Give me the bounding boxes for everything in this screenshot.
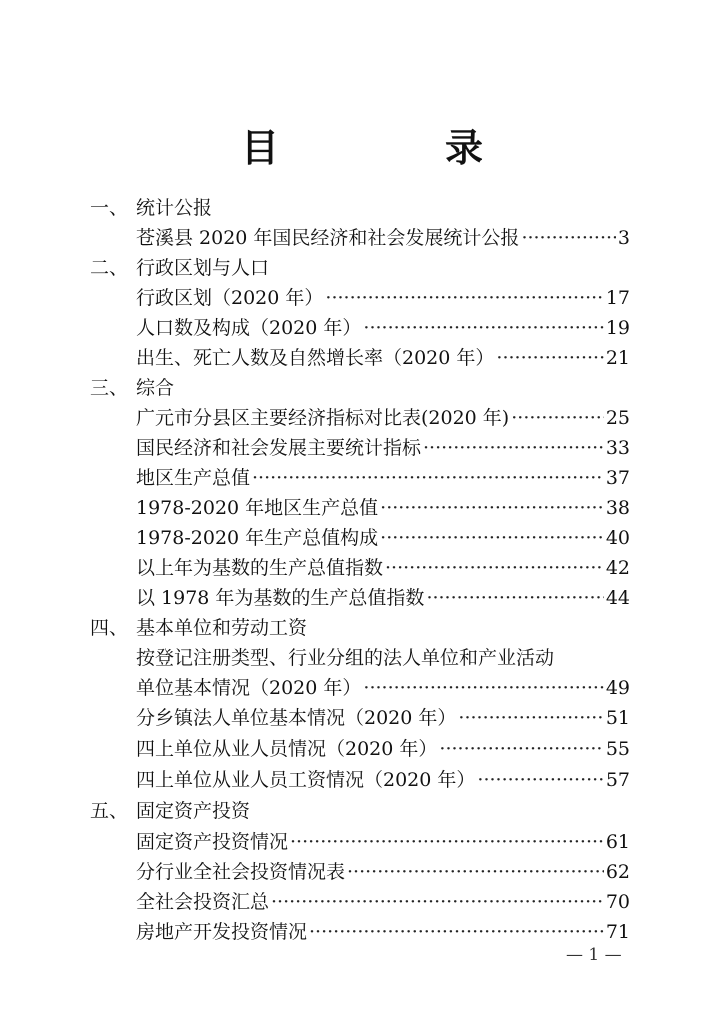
entry-page-number: 62 <box>605 861 630 883</box>
entry-title: 房地产开发投资情况 <box>136 921 308 943</box>
entry-title: 四上单位从业人员情况（2020 年） <box>136 738 438 760</box>
toc-entry[interactable] <box>136 917 630 947</box>
dot-leader <box>363 673 603 703</box>
section-label: 行政区划与人口 <box>136 257 270 279</box>
entry-page-number: 61 <box>605 831 630 853</box>
toc-entry[interactable] <box>136 673 630 703</box>
toc-section-1[interactable] <box>90 193 630 223</box>
toc-entry[interactable] <box>136 523 630 553</box>
dot-leader <box>426 583 603 613</box>
entry-title: 分行业全社会投资情况表 <box>136 861 346 883</box>
toc-section-2[interactable] <box>90 253 630 283</box>
entry-title: 以 1978 年为基数的生产总值指数 <box>136 587 425 609</box>
toc-entry[interactable] <box>136 765 630 795</box>
entry-title: 地区生产总值 <box>136 467 251 489</box>
entry-page-number: 25 <box>605 407 630 429</box>
entry-page-number: 57 <box>605 769 630 791</box>
dot-leader <box>496 343 603 373</box>
entry-title: 1978-2020 年生产总值构成 <box>136 527 379 549</box>
dot-leader <box>511 403 604 433</box>
entry-page-number: 44 <box>605 587 630 609</box>
toc-section-4[interactable] <box>90 613 630 643</box>
entry-title: 人口数及构成（2020 年） <box>136 317 362 339</box>
section-label: 统计公报 <box>136 197 213 219</box>
entry-page-number: 3 <box>617 227 630 249</box>
entry-page-number: 33 <box>605 437 630 459</box>
section-number: 二、 <box>90 257 129 279</box>
entry-title-line: 按登记注册类型、行业分组的法人单位和产业活动 <box>136 647 555 669</box>
section-label: 固定资产投资 <box>136 800 251 822</box>
entry-title: 固定资产投资情况 <box>136 831 289 853</box>
dot-leader <box>363 313 603 343</box>
section-number: 四、 <box>90 617 129 639</box>
entry-page-number: 21 <box>605 347 630 369</box>
entry-page-number: 49 <box>605 677 630 699</box>
section-number: 一、 <box>90 197 129 219</box>
entry-title: 分乡镇法人单位基本情况（2020 年） <box>136 707 457 729</box>
page-title: 目 录 <box>240 125 547 170</box>
toc-entry[interactable] <box>136 703 630 733</box>
section-number: 五、 <box>90 800 129 822</box>
dot-leader <box>271 887 604 917</box>
dot-leader <box>309 917 604 947</box>
entry-title: 四上单位从业人员工资情况（2020 年） <box>136 769 476 791</box>
toc-entry[interactable] <box>136 553 630 583</box>
dot-leader <box>385 553 604 583</box>
toc-entry[interactable] <box>136 583 630 613</box>
entry-title: 广元市分县区主要经济指标对比表(2020 年) <box>136 407 510 429</box>
toc-entry[interactable] <box>136 493 630 523</box>
toc-section-5[interactable] <box>90 796 630 826</box>
entry-page-number: 17 <box>605 287 630 309</box>
toc-entry[interactable] <box>136 313 630 343</box>
entry-page-number: 42 <box>605 557 630 579</box>
toc-entry-first-line[interactable] <box>136 643 630 673</box>
entry-title: 出生、死亡人数及自然增长率（2020 年） <box>136 347 495 369</box>
entry-page-number: 38 <box>605 497 630 519</box>
entry-page-number: 70 <box>605 891 630 913</box>
entry-page-number: 51 <box>605 707 630 729</box>
dot-leader <box>477 765 603 795</box>
dot-leader <box>439 734 603 764</box>
dot-leader <box>347 857 604 887</box>
dot-leader <box>325 283 603 313</box>
entry-title: 1978-2020 年地区生产总值 <box>136 497 379 519</box>
toc-entry[interactable] <box>136 887 630 917</box>
entry-page-number: 71 <box>605 921 630 943</box>
entry-page-number: 19 <box>605 317 630 339</box>
toc-entry[interactable] <box>136 343 630 373</box>
entry-title: 行政区划（2020 年） <box>136 287 324 309</box>
dot-leader <box>290 827 604 857</box>
toc-entry[interactable] <box>136 827 630 857</box>
entry-page-number: 40 <box>605 527 630 549</box>
toc-entry[interactable] <box>136 857 630 887</box>
entry-page-number: 37 <box>605 467 630 489</box>
toc-section-3[interactable] <box>90 373 630 403</box>
entry-page-number: 55 <box>605 738 630 760</box>
entry-title: 单位基本情况（2020 年） <box>136 677 362 699</box>
dot-leader <box>423 433 604 463</box>
toc-entry[interactable] <box>136 403 630 433</box>
page-number: — 1 — <box>566 945 622 965</box>
dot-leader <box>458 703 603 733</box>
section-label: 基本单位和劳动工资 <box>136 617 308 639</box>
toc-entry[interactable] <box>136 463 630 493</box>
entry-title: 以上年为基数的生产总值指数 <box>136 557 384 579</box>
toc-entry[interactable] <box>136 734 630 764</box>
toc-entry[interactable] <box>136 223 630 253</box>
entry-title: 苍溪县 2020 年国民经济和社会发展统计公报 <box>136 227 520 249</box>
dot-leader <box>380 493 604 523</box>
entry-title: 全社会投资汇总 <box>136 891 270 913</box>
entry-title: 国民经济和社会发展主要统计指标 <box>136 437 422 459</box>
toc-entry[interactable] <box>136 433 630 463</box>
toc-entry[interactable] <box>136 283 630 313</box>
dot-leader <box>521 223 615 253</box>
dot-leader <box>252 463 604 493</box>
dot-leader <box>380 523 604 553</box>
section-number: 三、 <box>90 377 129 399</box>
section-label: 综合 <box>136 377 175 399</box>
